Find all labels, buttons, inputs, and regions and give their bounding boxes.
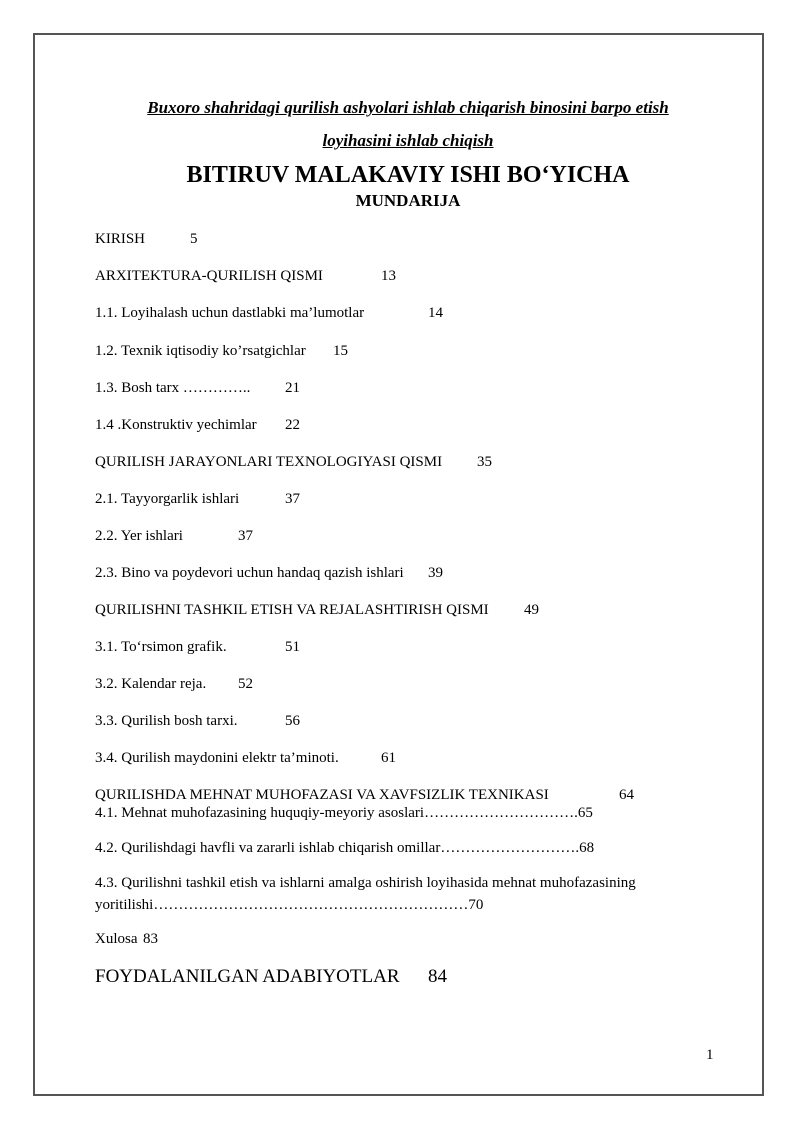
- toc-item-page: 21: [285, 380, 300, 396]
- toc-item-text: 1.1. Loyihalash uchun dastlabki ma’lumotlar: [95, 305, 365, 321]
- toc-item: [95, 966, 447, 988]
- toc-item-page: 61: [381, 750, 396, 766]
- toc-item: [95, 749, 396, 767]
- toc-item: [95, 712, 300, 730]
- toc-item-page: 22: [285, 417, 300, 433]
- toc-item-page: 37: [238, 528, 253, 544]
- toc-item: [95, 527, 253, 545]
- project-title-line-1: Buxoro shahridagi qurilish ashyolari ishlab chiqarish binosini barpo etish: [147, 98, 669, 117]
- toc-item-text: 1.3. Bosh tarx …………..: [95, 380, 251, 396]
- toc-item-page: 49: [524, 602, 539, 618]
- toc-item-text: 3.2. Kalendar reja.: [95, 676, 207, 692]
- page-title: BITIRUV MALAKAVIY ISHI BO‘YICHA: [186, 162, 630, 188]
- toc-item: [95, 416, 300, 434]
- toc-item: [95, 304, 443, 322]
- page-number: 1: [706, 1047, 714, 1063]
- toc-item-text: yoritilishi………………………………………………………70: [95, 897, 484, 913]
- toc-item-text: 4.3. Qurilishni tashkil etish va ishlarni amalga oshirish loyihasida mehnat muhofazasining: [95, 875, 636, 891]
- toc-item: [95, 804, 593, 822]
- toc-item-text: QURILISHDA MEHNAT MUHOFAZASI VA XAVFSIZLIK TEXNIKASI: [95, 787, 549, 803]
- toc-item: [95, 638, 300, 656]
- toc-item: [95, 874, 636, 892]
- toc-item-text: QURILISH JARAYONLARI TEXNOLOGIYASI QISMI: [95, 454, 443, 470]
- toc-item-page: 35: [477, 454, 492, 470]
- toc-item-text: ARXITEKTURA-QURILISH QISMI: [95, 268, 323, 284]
- project-title-line-2: loyihasini ishlab chiqish: [322, 131, 494, 150]
- toc-item-page: 52: [238, 676, 253, 692]
- toc-item-page: 37: [285, 491, 300, 507]
- toc-item-page: 15: [333, 343, 348, 359]
- toc-item-page: 84: [428, 966, 447, 987]
- contents-heading: MUNDARIJA: [355, 191, 461, 210]
- toc-item-page: 39: [428, 565, 443, 581]
- toc-item: [95, 896, 483, 914]
- toc-item-text: 3.4. Qurilish maydonini elektr ta’minoti.: [95, 750, 339, 766]
- toc-item-text: 3.1. To‘rsimon grafik.: [95, 639, 227, 655]
- toc-item: [95, 342, 348, 360]
- toc-item-page: 64: [619, 787, 634, 803]
- toc-item-text: 2.3. Bino va poydevori uchun handaq qazish ishlari: [95, 565, 404, 581]
- toc-item: [95, 379, 300, 397]
- toc-item-text: FOYDALANILGAN ADABIYOTLAR: [95, 966, 400, 987]
- toc-item-text: 2.2. Yer ishlari: [95, 528, 183, 544]
- toc-item: [95, 786, 634, 804]
- toc-item: [95, 490, 300, 508]
- toc-item-text: 2.1. Tayyorgarlik ishlari: [95, 491, 240, 507]
- toc-item: [95, 267, 396, 285]
- toc-item-text: Xulosa: [95, 931, 138, 947]
- toc-item-page: 51: [285, 639, 300, 655]
- toc-item: [95, 675, 253, 693]
- toc-item-text: 1.2. Texnik iqtisodiy ko’rsatgichlar: [95, 343, 306, 359]
- toc-item-text: 3.3. Qurilish bosh tarxi.: [95, 713, 238, 729]
- toc-item: [95, 230, 198, 248]
- toc-item: [95, 930, 158, 948]
- toc-item-text: 4.1. Mehnat muhofazasining huquqiy-meyoriy asoslari………………………….65: [95, 805, 593, 821]
- toc-item: [95, 839, 594, 857]
- toc-item: [95, 453, 492, 471]
- toc-item-page: 56: [285, 713, 300, 729]
- toc-item-text: QURILISHNI TASHKIL ETISH VA REJALASHTIRISH QISMI: [95, 602, 489, 618]
- toc-item-text: 1.4 .Konstruktiv yechimlar: [95, 417, 257, 433]
- toc-item-page: 5: [190, 231, 198, 247]
- toc-item: [95, 564, 443, 582]
- toc-item-page: 83: [143, 931, 158, 947]
- toc-item-text: 4.2. Qurilishdagi havfli va zararli ishlab chiqarish omillar……………………….68: [95, 840, 595, 856]
- toc-item-page: 13: [381, 268, 396, 284]
- toc-item-text: KIRISH: [95, 231, 146, 247]
- toc-item: [95, 601, 539, 619]
- toc-item-page: 14: [428, 305, 443, 321]
